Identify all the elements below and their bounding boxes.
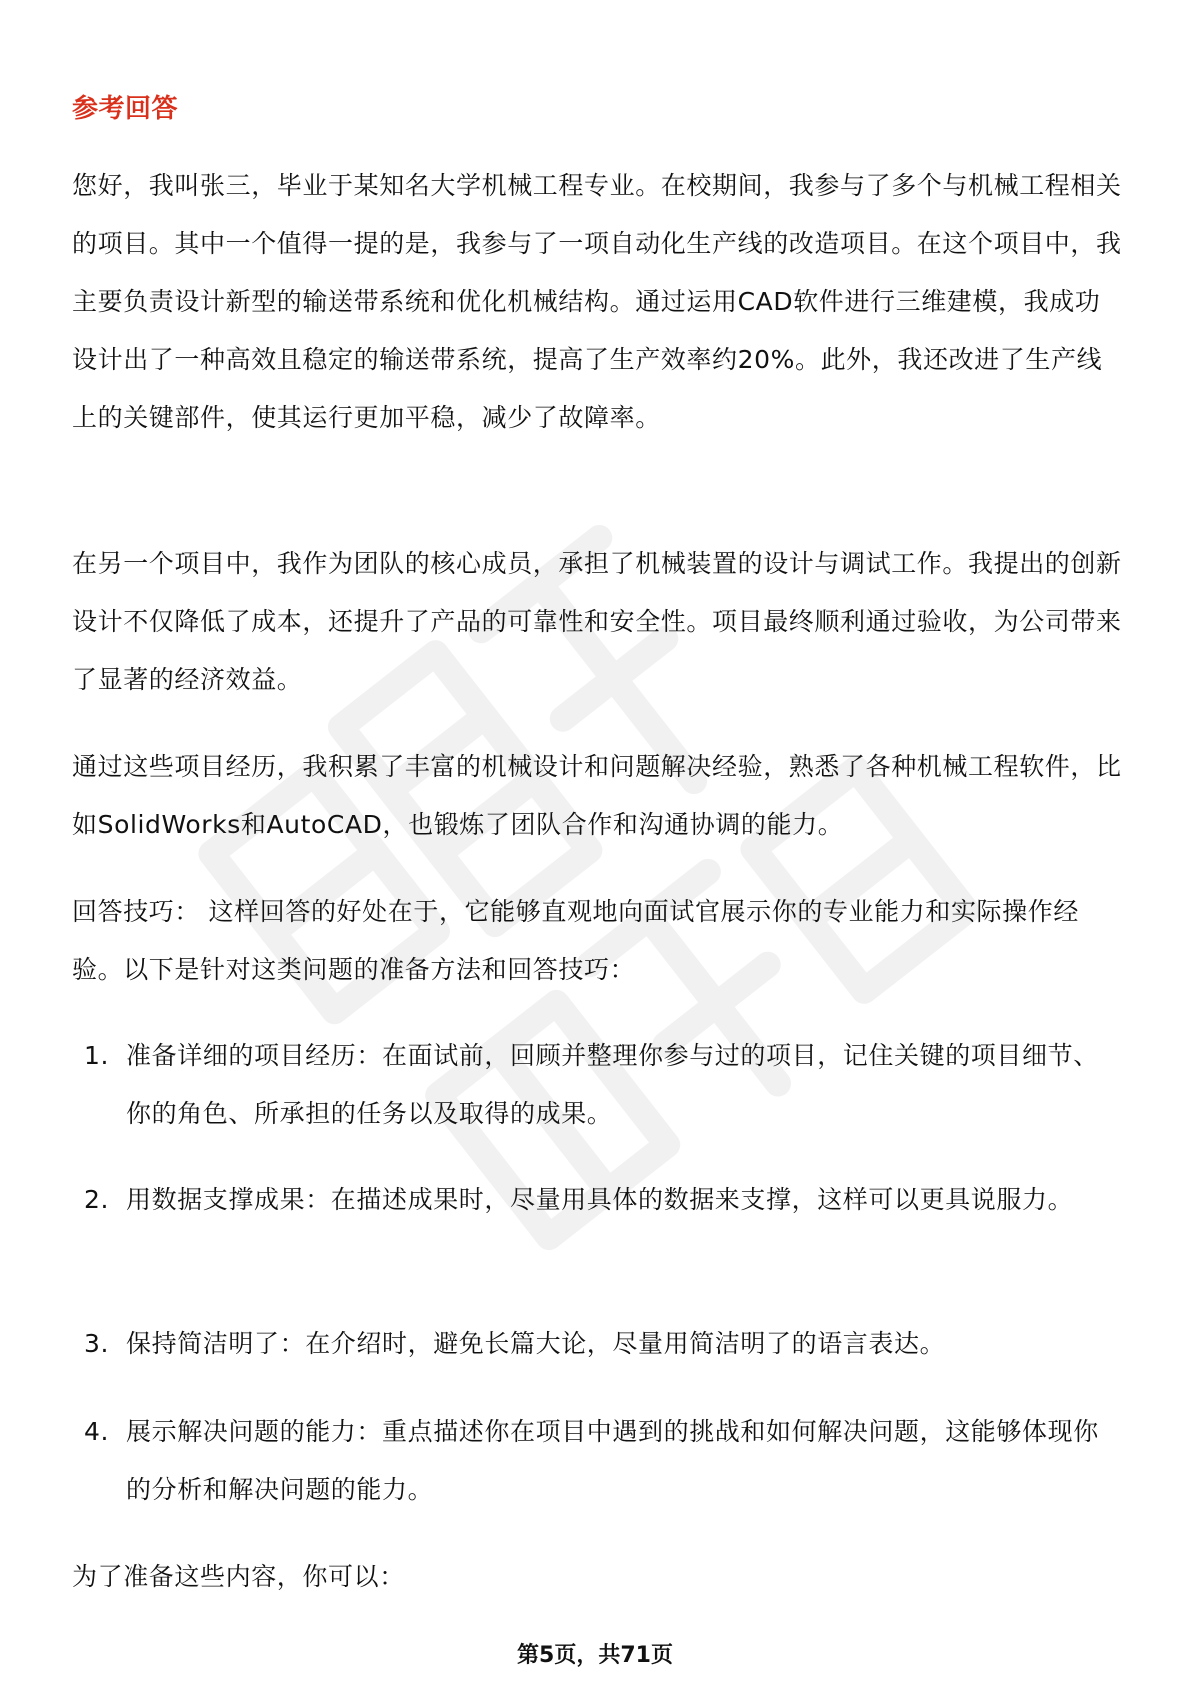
list-item-number: 3. [84, 1329, 110, 1358]
list-item [72, 1027, 1122, 1143]
list-item [72, 1403, 1122, 1519]
paragraph-closing: 为了准备这些内容，你可以： [72, 1562, 405, 1591]
list-item-text: 准备详细的项目经历：在面试前，回顾并整理你参与过的项目，记住关键的项目细节、你的角色、所承担的任务以及取得的成果。 [126, 1041, 1099, 1128]
list-item-number: 4. [84, 1417, 110, 1446]
paragraph-answer-tips: 回答技巧： 这样回答的好处在于，它能够直观地向面试官展示你的专业能力和实际操作经验。以下是针对这类问题的准备方法和回答技巧： [72, 897, 1079, 984]
list-item-text: 用数据支撑成果：在描述成果时，尽量用具体的数据来支撑，这样可以更具说服力。 [126, 1185, 1074, 1214]
list-item-text: 展示解决问题的能力：重点描述你在项目中遇到的挑战和如何解决问题，这能够体现你的分析和解决问题的能力。 [126, 1417, 1099, 1504]
page-number-footer: 第5页，共71页 [517, 1643, 673, 1668]
list-item [72, 1315, 1122, 1373]
list-item [72, 1171, 1122, 1229]
section-heading: 参考回答 [72, 94, 179, 124]
list-item-number: 2. [84, 1185, 110, 1214]
list-item-text: 保持简洁明了：在介绍时，避免长篇大论，尽量用简洁明了的语言表达。 [126, 1329, 946, 1358]
paragraph-experience: 通过这些项目经历，我积累了丰富的机械设计和问题解决经验，熟悉了各种机械工程软件，比如SolidWorks和AutoCAD，也锻炼了团队合作和沟通协调的能力。 [72, 752, 1122, 839]
paragraph-second-project: 在另一个项目中，我作为团队的核心成员，承担了机械装置的设计与调试工作。我提出的创新设计不仅降低了成本，还提升了产品的可靠性和安全性。项目最终顺利通过验收，为公司带来了显著的经济效益。 [72, 549, 1122, 694]
list-item-number: 1. [84, 1041, 110, 1070]
paragraph-intro: 您好，我叫张三，毕业于某知名大学机械工程专业。在校期间，我参与了多个与机械工程相关的项目。其中一个值得一提的是，我参与了一项自动化生产线的改造项目。在这个项目中，我主要负责设计新型的输送带系统和优化机械结构。通过运用CAD软件进行三维建模，我成功设计出了一种高效且稳定的输送带系统，提高了生产效率约20%。此外，我还改进了生产线上的关键部件，使其运行更加平稳，减少了故障率。 [72, 171, 1122, 432]
